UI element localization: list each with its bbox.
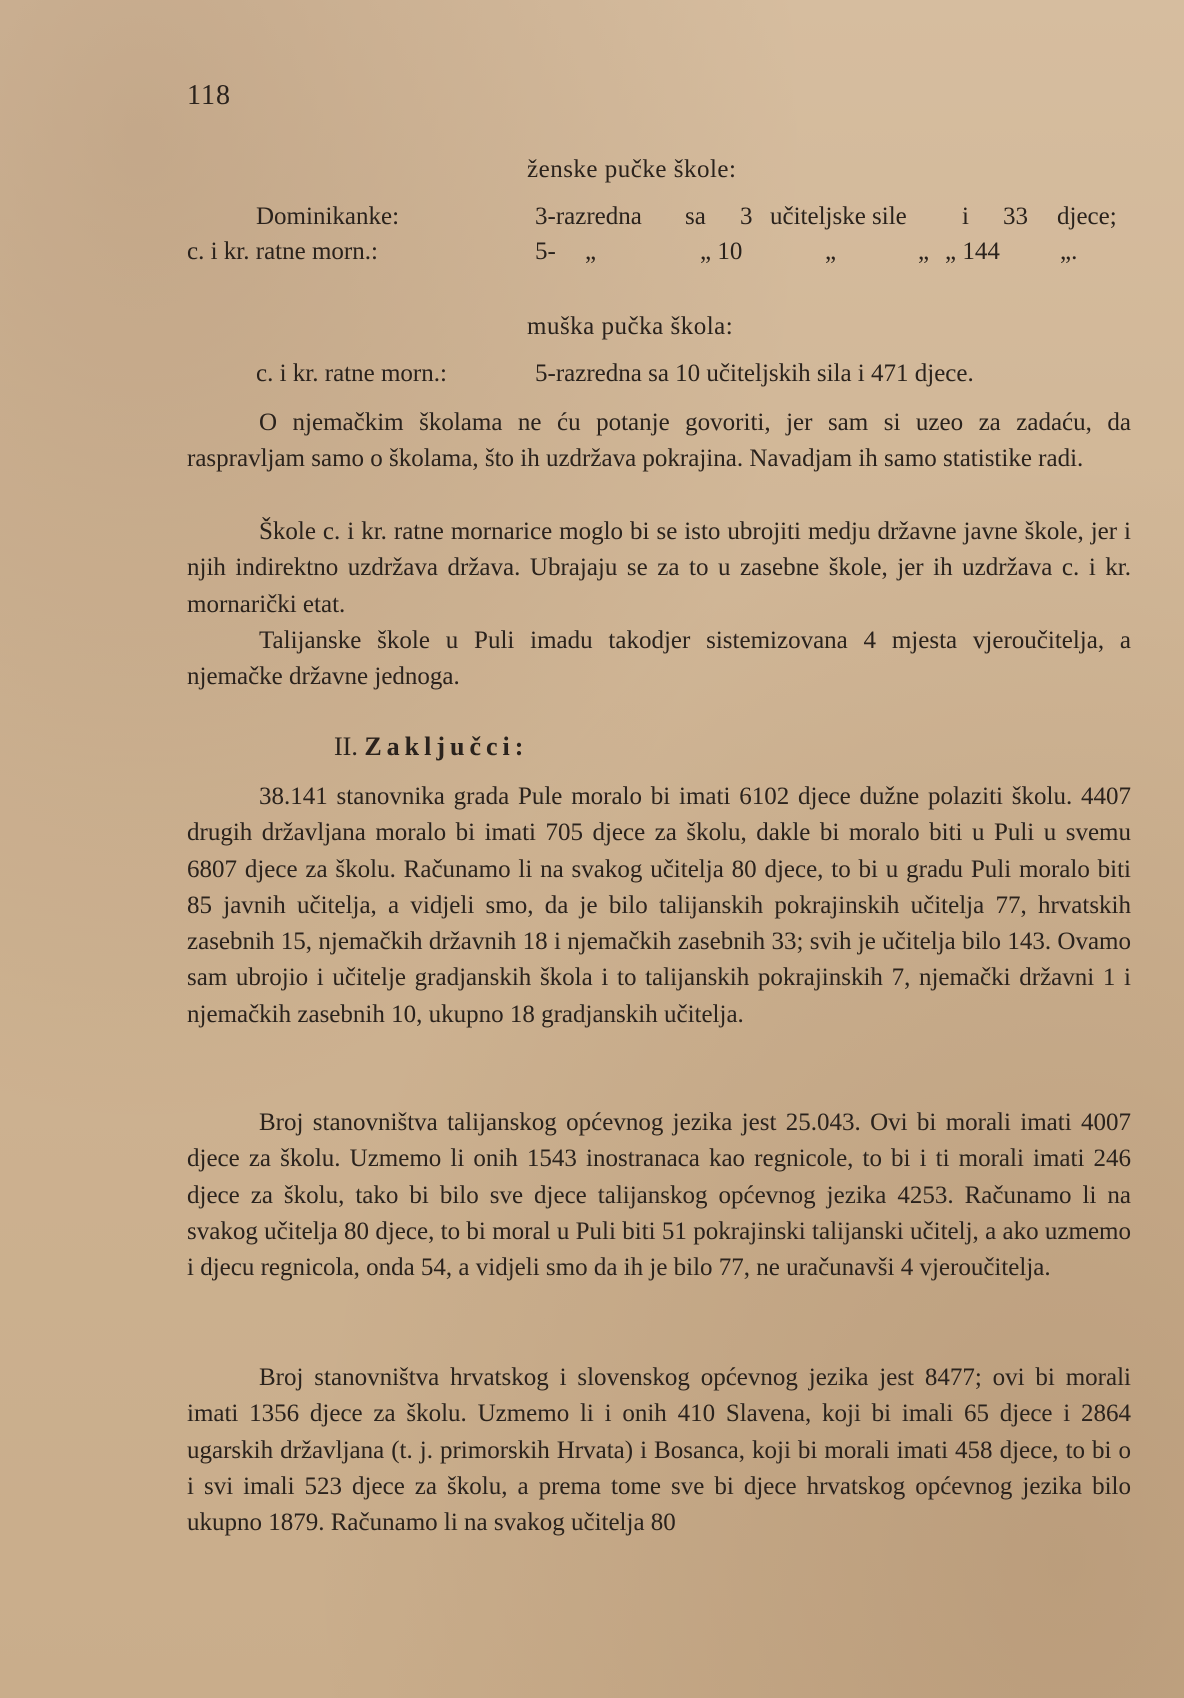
paragraph: 38.141 stanovnika grada Pule moralo bi imati 6102 djece dužne polaziti školu. 4407 drugih državljana moralo bi imati 705 djece za školu, dakle bi moralo biti u Puli u svemu 6807 djece za školu. Računamo li na svakog učitelja 80 djece, to bi u gradu Puli moralo biti 85 javnih učitelja, a vidjeli smo, da je bilo talijanskih pokrajinskih učitelja 77, hrvatskih zasebnih 15, njemačkih državnih 18 i njemačkih zasebnih 33; svih je učitelja bilo 143. Ovamo sam ubrojio i učitelje gradjanskih škola i to talijanskih pokrajinskih 7, njemački državni 1 i njemačkih zasebnih 10, ukupno 18 gradjanskih učitelja.: [187, 783, 1131, 1028]
school-name: c. i kr. ratne morn.:: [256, 360, 447, 387]
female-schools-heading: ženske pučke škole:: [527, 156, 737, 183]
school-teachers: 3: [740, 203, 753, 230]
table-row: [0, 203, 1184, 235]
school-description: 5-razredna sa 10 učiteljskih sila i 471 djece.: [535, 360, 974, 387]
page-number: 118: [187, 80, 231, 111]
section-heading: [334, 732, 528, 762]
paragraph: Broj stanovništva hrvatskog i slovenskog općevnog jezika jest 8477; ovi bi morali imati 1356 djece za školu. Uzmemo li i onih 410 Slavena, koji bi imali 65 djece i 2864 ugarskih državljana (t. j. primorskih Hrvata) i Bosanca, koji bi morali imati 458 djece, to bi o i svi imali 523 djece za školu, a prema tome sve bi djece hrvatskog općevnog jezika bilo ukupno 1879. Računamo li na svakog učitelja 80: [187, 1364, 1131, 1537]
table-row: [0, 238, 1184, 270]
school-children-label: „.: [1060, 238, 1078, 265]
school-teachers-label: „: [825, 238, 837, 265]
school-teachers: „ 10: [700, 238, 743, 265]
male-schools-heading: muška pučka škola:: [527, 313, 734, 340]
school-sa: „: [585, 238, 597, 265]
school-i: i: [962, 203, 969, 230]
school-children-label: djece;: [1057, 203, 1117, 230]
school-i: „: [918, 238, 930, 265]
school-grades: 3-razredna: [535, 203, 642, 230]
school-name: Dominikanke:: [256, 203, 400, 230]
paragraph: Škole c. i kr. ratne mornarice moglo bi se isto ubrojiti medju državne javne škole, jer i njih indirektno uzdržava država. Ubrajaju se za to u zasebne škole, jer ih uzdržava c. i kr. mornarički etat.: [187, 518, 1131, 618]
school-children: „ 144: [945, 238, 1000, 265]
school-name: c. i kr. ratne morn.:: [187, 238, 378, 265]
school-sa: sa: [685, 203, 706, 230]
section-title: Zaključci:: [364, 732, 529, 761]
section-number: II.: [334, 732, 358, 761]
paragraph: Broj stanovništva talijanskog općevnog jezika jest 25.043. Ovi bi morali imati 4007 djece za školu. Uzmemo li onih 1543 inostranaca kao regnicole, to bi i ti morali imati 246 djece za školu, tako bi bilo sve djece talijanskog općevnog jezika 4253. Računamo li na svakog učitelja 80 djece, to bi moral u Puli biti 51 pokrajinski talijanski učitelj, a ako uzmemo i djecu regnicola, onda 54, a vidjeli smo da ih je bilo 77, ne uračunavši 4 vjeroučitelja.: [187, 1109, 1131, 1282]
paragraph: O njemačkim školama ne ću potanje govoriti, jer sam si uzeo za zadaću, da raspravljam samo o školama, što ih uzdržava pokrajina. Navadjam ih samo statistike radi.: [187, 409, 1131, 473]
school-teachers-label: učiteljske sile: [770, 203, 907, 230]
paragraph: Talijanske škole u Puli imadu takodjer sistemizovana 4 mjesta vjeroučitelja, a njemačke državne jednoga.: [187, 627, 1131, 691]
school-children: 33: [1003, 203, 1028, 230]
school-grades: 5-: [535, 238, 556, 265]
table-row: [0, 360, 1184, 392]
